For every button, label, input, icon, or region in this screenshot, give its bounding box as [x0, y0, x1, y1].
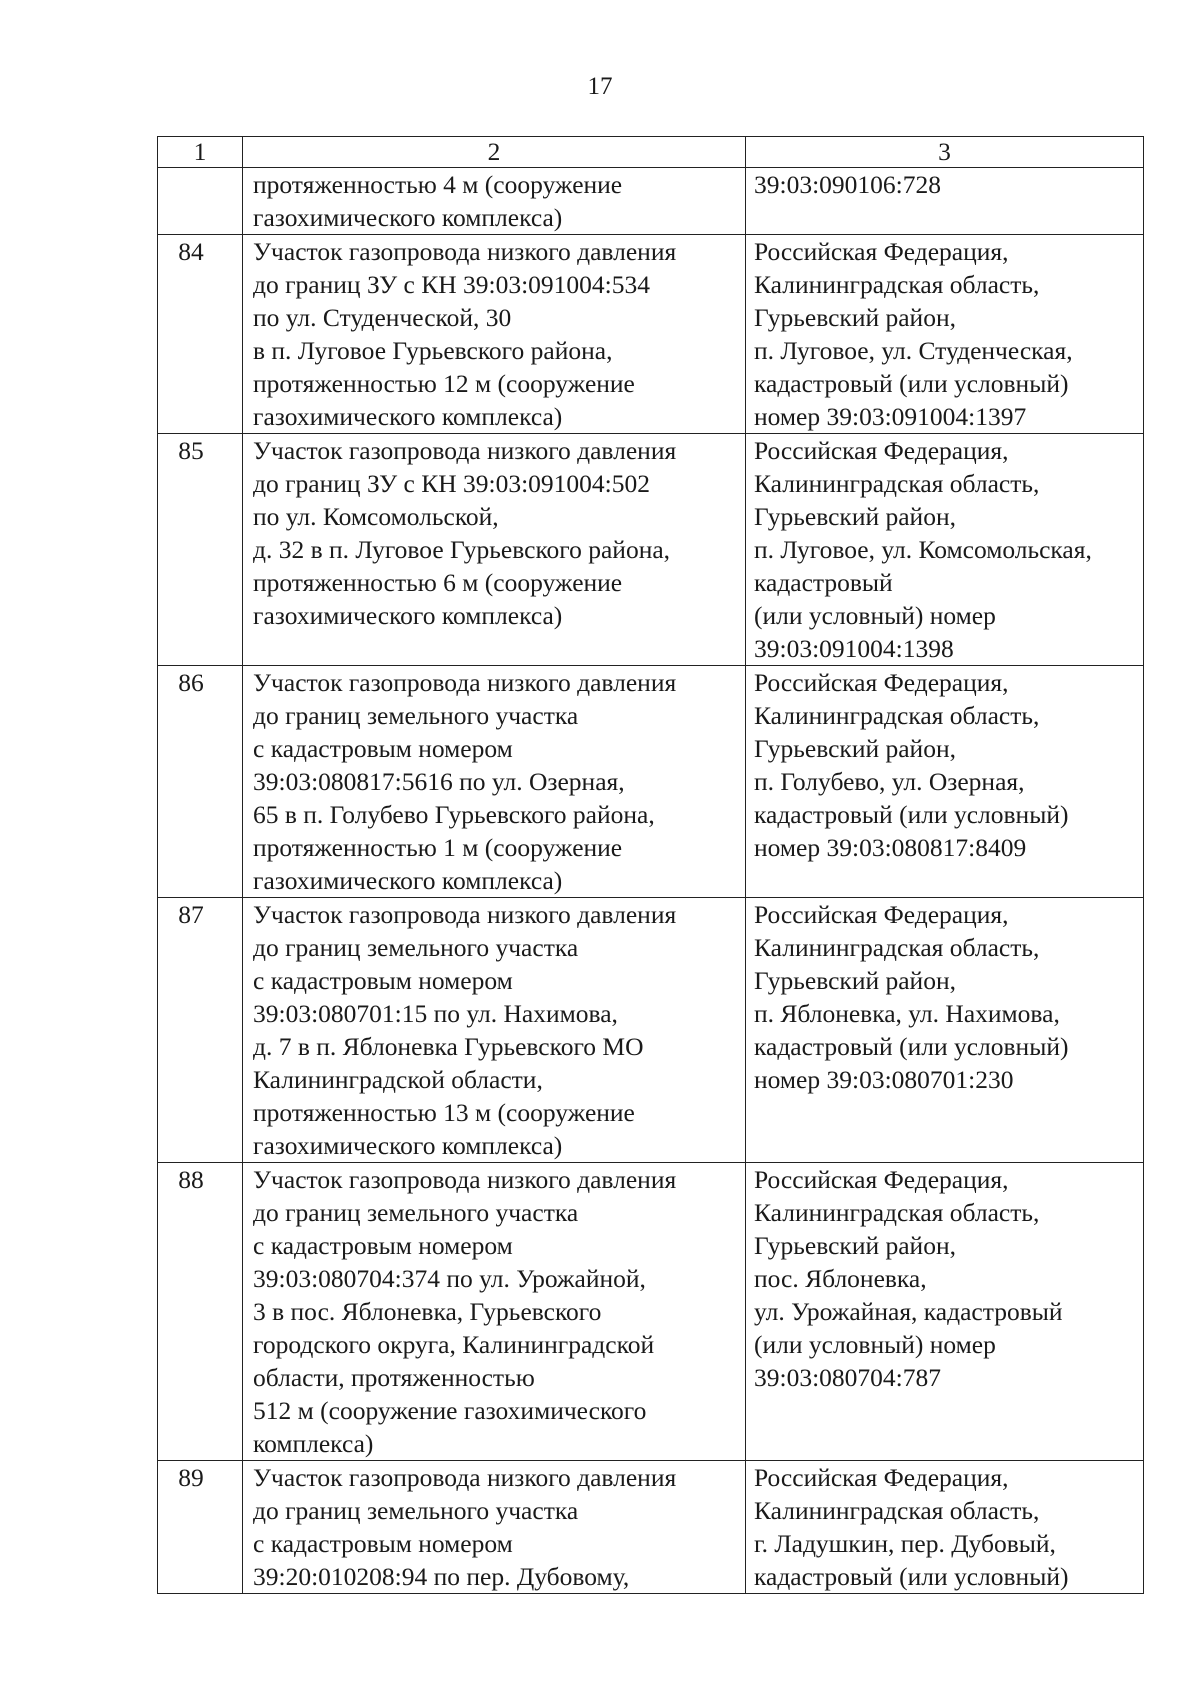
- table-row: [158, 898, 1144, 1163]
- description-line: 39:03:080701:15 по ул. Нахимова,: [253, 999, 618, 1028]
- location-line: кадастровый (или условный): [754, 800, 1069, 829]
- description-line: газохимического комплекса): [253, 601, 563, 630]
- description-line: Участок газопровода низкого давления: [253, 668, 677, 697]
- description-line: протяженностью 13 м (сооружение: [253, 1098, 635, 1127]
- description-line: области, протяженностью: [253, 1363, 535, 1392]
- object-description: [243, 434, 746, 666]
- row-number: 85: [158, 434, 243, 666]
- description-line: Калининградской области,: [253, 1065, 543, 1094]
- location-line: 39:03:090106:728: [754, 170, 942, 199]
- column-header-description: 2: [243, 137, 746, 168]
- description-line: до границ земельного участка: [253, 1496, 579, 1525]
- location-line: кадастровый: [754, 568, 893, 597]
- description-line: до границ земельного участка: [253, 1198, 579, 1227]
- location-line: Калининградская область,: [754, 270, 1040, 299]
- row-number: 84: [158, 235, 243, 434]
- row-number: 86: [158, 666, 243, 898]
- description-line: до границ земельного участка: [253, 933, 579, 962]
- description-line: протяженностью 4 м (сооружение: [253, 170, 623, 199]
- location-line: Российская Федерация,: [754, 237, 1009, 266]
- table-body: [158, 168, 1144, 1594]
- page-number: 17: [587, 73, 613, 100]
- location-line: п. Голубево, ул. Озерная,: [754, 767, 1025, 796]
- object-description: [243, 168, 746, 235]
- description-line: д. 7 в п. Яблоневка Гурьевского МО: [253, 1032, 644, 1061]
- location-line: Калининградская область,: [754, 1496, 1040, 1525]
- description-line: 39:03:080817:5616 по ул. Озерная,: [253, 767, 625, 796]
- object-description: [243, 1461, 746, 1594]
- table-row: [158, 1461, 1144, 1594]
- description-line: до границ ЗУ с КН 39:03:091004:502: [253, 469, 651, 498]
- description-line: Участок газопровода низкого давления: [253, 237, 677, 266]
- description-line: газохимического комплекса): [253, 866, 563, 895]
- description-line: 3 в пос. Яблоневка, Гурьевского: [253, 1297, 602, 1326]
- location-line: Калининградская область,: [754, 933, 1040, 962]
- location-line: Гурьевский район,: [754, 303, 956, 332]
- row-number: 89: [158, 1461, 243, 1594]
- description-line: протяженностью 1 м (сооружение: [253, 833, 623, 862]
- location-line: Российская Федерация,: [754, 436, 1009, 465]
- location-line: Калининградская область,: [754, 1198, 1040, 1227]
- description-line: 512 м (сооружение газохимического: [253, 1396, 647, 1425]
- location-line: пос. Яблоневка,: [754, 1264, 927, 1293]
- location-line: кадастровый (или условный): [754, 1032, 1069, 1061]
- location-line: (или условный) номер: [754, 1330, 996, 1359]
- description-line: по ул. Комсомольской,: [253, 502, 499, 531]
- location-line: Гурьевский район,: [754, 966, 956, 995]
- location-line: п. Луговое, ул. Комсомольская,: [754, 535, 1092, 564]
- description-line: до границ ЗУ с КН 39:03:091004:534: [253, 270, 651, 299]
- description-line: по ул. Студенческой, 30: [253, 303, 512, 332]
- table-row: [158, 434, 1144, 666]
- location-line: Гурьевский район,: [754, 502, 956, 531]
- location-line: ул. Урожайная, кадастровый: [754, 1297, 1063, 1326]
- object-location: [746, 1163, 1144, 1461]
- object-location: [746, 666, 1144, 898]
- description-line: Участок газопровода низкого давления: [253, 1165, 677, 1194]
- description-line: 39:20:010208:94 по пер. Дубовому,: [253, 1562, 630, 1591]
- object-location: [746, 168, 1144, 235]
- object-location: [746, 235, 1144, 434]
- row-number: [158, 168, 243, 235]
- object-description: [243, 1163, 746, 1461]
- location-line: п. Яблоневка, ул. Нахимова,: [754, 999, 1060, 1028]
- description-line: протяженностью 6 м (сооружение: [253, 568, 623, 597]
- description-line: до границ земельного участка: [253, 701, 579, 730]
- location-line: кадастровый (или условный): [754, 1562, 1069, 1591]
- description-line: 65 в п. Голубево Гурьевского района,: [253, 800, 655, 829]
- location-line: номер 39:03:091004:1397: [754, 402, 1027, 431]
- location-line: Российская Федерация,: [754, 1165, 1009, 1194]
- column-header-number: 1: [158, 137, 243, 168]
- registry-table: [157, 136, 1144, 1594]
- description-line: Участок газопровода низкого давления: [253, 900, 677, 929]
- description-line: Участок газопровода низкого давления: [253, 1463, 677, 1492]
- description-line: Участок газопровода низкого давления: [253, 436, 677, 465]
- table-header: [158, 137, 1144, 168]
- description-line: протяженностью 12 м (сооружение: [253, 369, 635, 398]
- location-line: Российская Федерация,: [754, 900, 1009, 929]
- object-description: [243, 235, 746, 434]
- table-row: [158, 1163, 1144, 1461]
- object-description: [243, 898, 746, 1163]
- description-line: газохимического комплекса): [253, 402, 563, 431]
- object-location: [746, 898, 1144, 1163]
- description-line: в п. Луговое Гурьевского района,: [253, 336, 613, 365]
- row-number: 87: [158, 898, 243, 1163]
- location-line: (или условный) номер: [754, 601, 996, 630]
- object-description: [243, 666, 746, 898]
- table-row: [158, 168, 1144, 235]
- description-line: газохимического комплекса): [253, 203, 563, 232]
- description-line: с кадастровым номером: [253, 734, 513, 763]
- location-line: Российская Федерация,: [754, 668, 1009, 697]
- row-number: 88: [158, 1163, 243, 1461]
- description-line: д. 32 в п. Луговое Гурьевского района,: [253, 535, 671, 564]
- location-line: г. Ладушкин, пер. Дубовый,: [754, 1529, 1056, 1558]
- object-location: [746, 1461, 1144, 1594]
- location-line: Российская Федерация,: [754, 1463, 1009, 1492]
- location-line: 39:03:091004:1398: [754, 634, 954, 663]
- location-line: Гурьевский район,: [754, 1231, 956, 1260]
- location-line: Калининградская область,: [754, 469, 1040, 498]
- location-line: номер 39:03:080701:230: [754, 1065, 1014, 1094]
- location-line: Калининградская область,: [754, 701, 1040, 730]
- description-line: с кадастровым номером: [253, 1231, 513, 1260]
- header-row: [158, 137, 1144, 168]
- object-location: [746, 434, 1144, 666]
- description-line: комплекса): [253, 1429, 374, 1458]
- description-line: газохимического комплекса): [253, 1131, 563, 1160]
- table-row: [158, 666, 1144, 898]
- location-line: 39:03:080704:787: [754, 1363, 942, 1392]
- table-row: [158, 235, 1144, 434]
- location-line: Гурьевский район,: [754, 734, 956, 763]
- description-line: городского округа, Калининградской: [253, 1330, 655, 1359]
- description-line: с кадастровым номером: [253, 966, 513, 995]
- location-line: кадастровый (или условный): [754, 369, 1069, 398]
- location-line: номер 39:03:080817:8409: [754, 833, 1027, 862]
- column-header-location: 3: [746, 137, 1144, 168]
- location-line: п. Луговое, ул. Студенческая,: [754, 336, 1073, 365]
- description-line: с кадастровым номером: [253, 1529, 513, 1558]
- description-line: 39:03:080704:374 по ул. Урожайной,: [253, 1264, 646, 1293]
